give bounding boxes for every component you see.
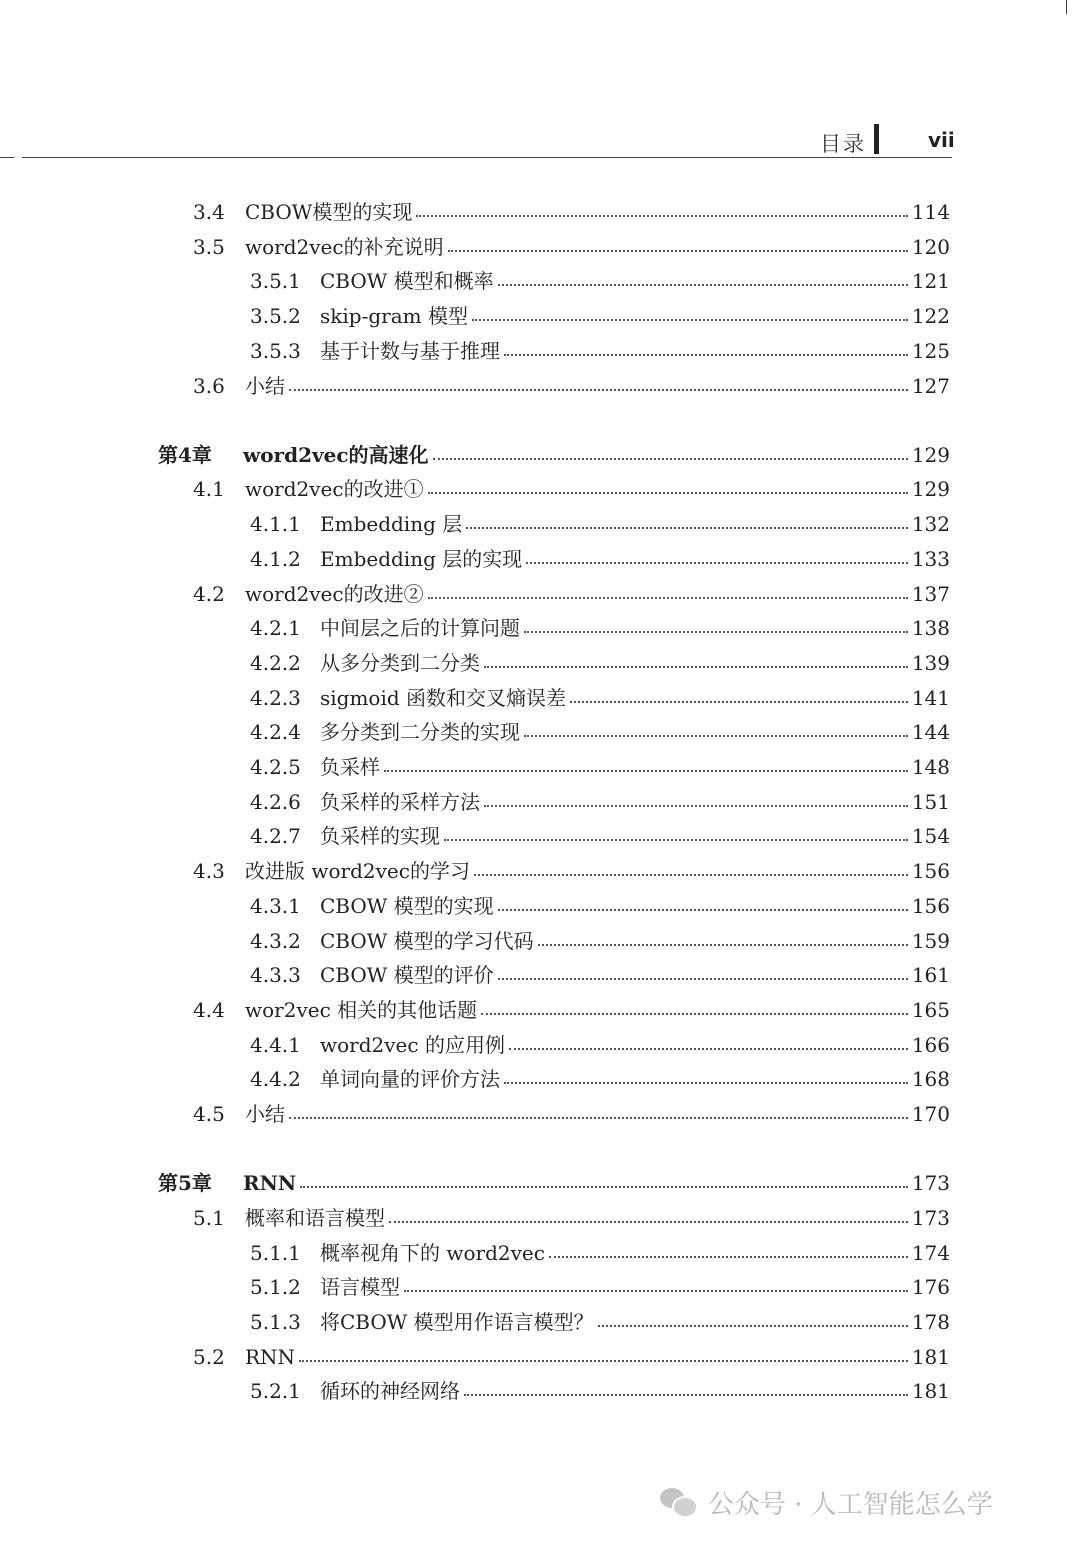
toc-section-entry [193, 369, 950, 403]
toc-number: 4.3.3 [250, 963, 301, 988]
toc-subsection-entry [250, 958, 950, 992]
toc-number: 5.1.3 [250, 1310, 301, 1334]
toc-section-entry [193, 230, 950, 264]
toc-chapter-entry [158, 438, 950, 472]
toc-title: wor2vec 相关的其他话题 [245, 997, 478, 1022]
dot-leader [481, 1013, 908, 1015]
toc-number: 3.6 [193, 373, 225, 398]
dot-leader [300, 1186, 908, 1188]
toc-section-entry [193, 854, 950, 888]
toc-number: 5.1.1 [250, 1240, 301, 1265]
toc-title: 小结 [245, 373, 285, 398]
toc-subsection-entry [250, 1270, 950, 1304]
toc-title: 负采样的实现 [320, 824, 440, 849]
toc-subsection-entry [250, 750, 950, 784]
toc-page-number: 159 [911, 928, 950, 953]
toc-title: 概率和语言模型 [245, 1205, 385, 1230]
toc-page-number: 165 [911, 997, 950, 1022]
toc-title: 从多分类到二分类 [320, 650, 480, 675]
toc-number: 4.3.1 [250, 893, 301, 918]
toc-page-number: 161 [911, 963, 950, 988]
toc-number: 4.4.2 [250, 1067, 301, 1092]
toc-number: 4.3 [193, 859, 225, 884]
toc-title: word2vec的改进② [245, 581, 424, 606]
toc-title: CBOW 模型的实现 [320, 893, 494, 918]
toc-subsection-entry [250, 646, 950, 680]
dot-leader [289, 1117, 908, 1119]
toc-number: 5.2.1 [250, 1379, 301, 1404]
toc-subsection-entry [250, 611, 950, 645]
toc-subsection-entry [250, 507, 950, 541]
watermark-text: 公众号 · 人工智能怎么学 [708, 1489, 993, 1520]
toc-number: 4.2.2 [250, 650, 301, 675]
dot-leader [448, 250, 908, 252]
toc-number: 4.4.1 [250, 1032, 301, 1057]
dot-leader [484, 805, 908, 807]
toc-section-entry [193, 1097, 950, 1131]
toc-subsection-entry [250, 1028, 950, 1062]
dot-leader [498, 909, 908, 911]
toc-page-number: 137 [911, 581, 950, 606]
toc-page-number: 173 [911, 1205, 950, 1230]
toc-number: 4.2.4 [250, 720, 301, 745]
toc-title: 基于计数与基于推理 [320, 338, 500, 363]
toc-page-number: 168 [911, 1067, 950, 1092]
toc-page-number: 133 [911, 546, 950, 571]
toc-number: 4.2.6 [250, 789, 301, 814]
dot-leader [526, 562, 908, 564]
toc-title: CBOW 模型的评价 [320, 963, 494, 988]
toc-subsection-entry [250, 715, 950, 749]
dot-leader [444, 839, 908, 841]
toc-section-entry [193, 1340, 950, 1374]
toc-page-number: 156 [911, 859, 950, 884]
toc-page-number: 154 [911, 824, 950, 849]
toc-page-number: 141 [911, 685, 950, 710]
toc-number: 3.5 [193, 234, 225, 259]
toc-number: 3.5.1 [250, 269, 301, 294]
toc-subsection-entry [250, 819, 950, 853]
dot-leader [504, 354, 908, 356]
toc-number: 5.2 [193, 1344, 225, 1369]
toc-page-number: 176 [911, 1275, 950, 1300]
toc-title: RNN [243, 1171, 297, 1196]
toc-title: Embedding 层的实现 [320, 546, 523, 571]
toc-title: 改进版 word2vec的学习 [245, 859, 470, 884]
toc-title: word2vec的高速化 [243, 442, 429, 467]
dot-leader [509, 1048, 908, 1050]
toc-number: 4.5 [193, 1102, 225, 1126]
dot-leader [404, 1290, 908, 1292]
dot-leader [498, 978, 908, 980]
header-title: 目录 [820, 132, 866, 156]
toc-number: 4.2.7 [250, 824, 301, 849]
toc-number: 第4章 [158, 442, 212, 467]
header-page-number: vii [928, 128, 955, 152]
watermark [660, 1480, 993, 1524]
dot-leader [384, 770, 908, 772]
dot-leader [472, 319, 908, 321]
wechat-icon [660, 1486, 696, 1518]
dot-leader [428, 492, 908, 494]
toc-number: 5.1 [193, 1205, 225, 1230]
toc-page-number: 174 [911, 1240, 950, 1265]
toc-subsection-entry [250, 1374, 950, 1408]
toc-section-entry [193, 577, 950, 611]
toc-subsection-entry [250, 1305, 950, 1339]
toc-section-entry [193, 993, 950, 1027]
toc-title: 单词向量的评价方法 [320, 1067, 500, 1092]
toc-title: skip-gram 模型 [320, 304, 468, 329]
toc-page-number: 181 [911, 1344, 950, 1369]
toc-page-number: 125 [911, 338, 950, 363]
toc-title: 将CBOW 模型用作语言模型？ [320, 1310, 594, 1334]
toc-number: 4.2.1 [250, 616, 301, 641]
toc-number: 4.2.5 [250, 755, 301, 779]
toc-page-number: 121 [911, 269, 950, 294]
toc-title: 语言模型 [320, 1275, 400, 1300]
dot-leader [504, 1082, 908, 1084]
dot-leader [524, 735, 908, 737]
toc-title: 小结 [245, 1102, 285, 1126]
toc-subsection-entry [250, 924, 950, 958]
toc-title: CBOW模型的实现 [245, 200, 413, 224]
toc-subsection-entry [250, 1062, 950, 1096]
dot-leader [464, 1394, 908, 1396]
toc-page-number: 138 [911, 616, 950, 641]
toc-number: 4.2.3 [250, 685, 301, 710]
toc-title: 中间层之后的计算问题 [320, 616, 520, 641]
dot-leader [289, 389, 908, 391]
dot-leader [433, 458, 908, 460]
toc-title: 负采样的采样方法 [320, 789, 480, 814]
toc-title: RNN [245, 1344, 296, 1369]
toc-title: word2vec的补充说明 [245, 234, 444, 259]
dot-leader [428, 597, 908, 599]
toc-title: 概率视角下的 word2vec [320, 1240, 545, 1265]
dot-leader [484, 666, 908, 668]
toc-section-entry [193, 472, 950, 506]
toc-number: 第5章 [158, 1171, 212, 1196]
toc-page-number: 132 [911, 512, 950, 537]
toc-section-entry [193, 195, 950, 229]
toc-title: 循环的神经网络 [320, 1379, 460, 1404]
toc-subsection-entry [250, 681, 950, 715]
toc-subsection-entry [250, 299, 950, 333]
toc-number: 4.4 [193, 997, 225, 1022]
toc-page-number: 129 [911, 442, 950, 467]
toc-page-number: 120 [911, 234, 950, 259]
toc-title: CBOW 模型和概率 [320, 269, 494, 294]
toc-section-entry [193, 1201, 950, 1235]
toc-title: word2vec的改进① [245, 477, 424, 502]
toc-title: sigmoid 函数和交叉熵误差 [320, 685, 567, 710]
toc-page-number: 148 [911, 755, 950, 779]
toc-page-number: 178 [911, 1310, 950, 1334]
toc-page-number: 170 [911, 1102, 950, 1126]
toc-number: 3.5.3 [250, 338, 301, 363]
toc-page-number: 129 [911, 477, 950, 502]
toc-title: Embedding 层 [320, 512, 463, 537]
dot-leader [549, 1256, 908, 1258]
toc-page-number: 156 [911, 893, 950, 918]
toc-number: 4.1.2 [250, 546, 301, 571]
toc-subsection-entry [250, 542, 950, 576]
dot-leader [498, 284, 908, 286]
toc-title: 负采样 [320, 755, 380, 779]
toc-number: 4.1 [193, 477, 225, 502]
toc-number: 3.5.2 [250, 304, 301, 329]
toc-title: CBOW 模型的学习代码 [320, 928, 534, 953]
toc-title: word2vec 的应用例 [320, 1032, 505, 1057]
dot-leader [416, 215, 907, 217]
toc-number: 3.4 [193, 200, 225, 224]
toc-subsection-entry [250, 1236, 950, 1270]
toc-page-number: 151 [911, 789, 950, 814]
dot-leader [598, 1325, 908, 1327]
dot-leader [538, 944, 908, 946]
toc-page-number: 144 [911, 720, 950, 745]
toc-title: 多分类到二分类的实现 [320, 720, 520, 745]
toc-subsection-entry [250, 785, 950, 819]
toc-subsection-entry [250, 889, 950, 923]
toc-page-number: 181 [911, 1379, 950, 1404]
toc-page-number: 127 [911, 373, 950, 398]
toc-number: 4.1.1 [250, 512, 301, 537]
toc-subsection-entry [250, 264, 950, 298]
dot-leader [570, 701, 908, 703]
toc-chapter-entry [158, 1166, 950, 1200]
dot-leader [524, 631, 908, 633]
dot-leader [299, 1360, 908, 1362]
dot-leader [474, 874, 908, 876]
toc-page-number: 114 [911, 200, 950, 224]
dot-leader [466, 527, 908, 529]
toc-page-number: 166 [911, 1032, 950, 1057]
toc-subsection-entry [250, 334, 950, 368]
toc-page-number: 122 [911, 304, 950, 329]
dot-leader [389, 1221, 908, 1223]
toc-number: 4.2 [193, 581, 225, 606]
toc-page-number: 139 [911, 650, 950, 675]
toc-number: 5.1.2 [250, 1275, 301, 1300]
toc-number: 4.3.2 [250, 928, 301, 953]
toc-page-number: 173 [911, 1171, 950, 1196]
